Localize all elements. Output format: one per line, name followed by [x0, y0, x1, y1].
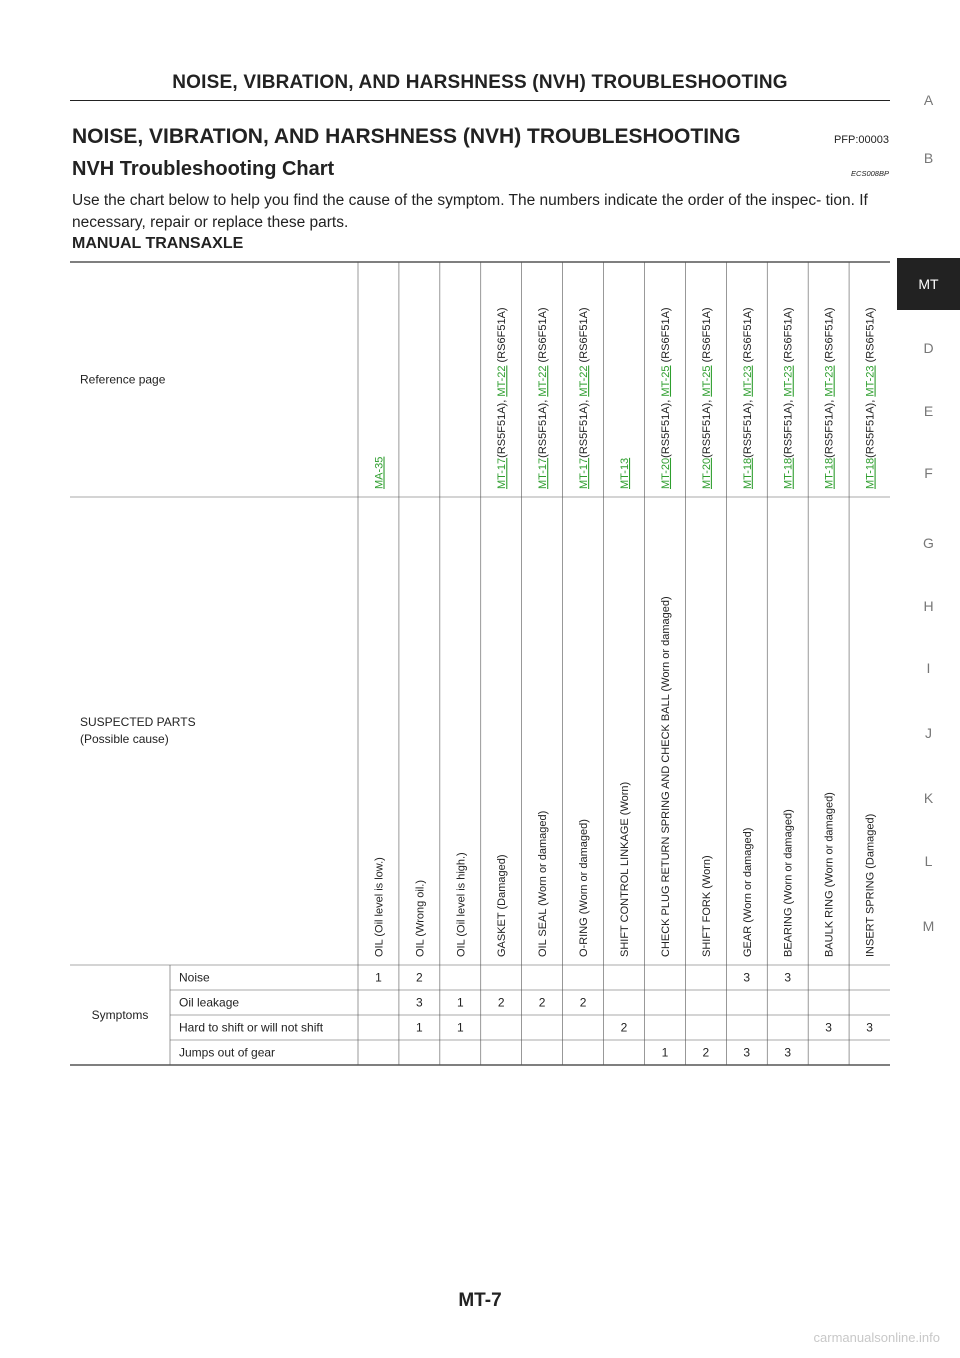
possible-cause-label: (Possible cause)	[80, 732, 169, 746]
inspection-order-value: 2	[702, 1045, 710, 1060]
reference-link[interactable]: MT-23	[741, 365, 754, 397]
reference-page-cell	[865, 307, 877, 489]
side-tab-k[interactable]: K	[923, 790, 934, 806]
suspected-part-header: GEAR (Worn or damaged)	[741, 827, 754, 957]
suspected-part-header: OIL (Wrong oil.)	[414, 879, 427, 957]
suspected-part-header: INSERT SPRING (Damaged)	[864, 813, 877, 957]
suspected-part-header: SHIFT FORK (Worn)	[700, 855, 713, 957]
suspected-part-header: GASKET (Damaged)	[496, 854, 509, 957]
inspection-order-value: 2	[416, 970, 423, 985]
suspected-part-header: O-RING (Worn or damaged)	[578, 819, 591, 957]
inspection-order-value: 2	[497, 995, 505, 1010]
reference-link[interactable]: MT-17	[496, 457, 509, 489]
reference-link[interactable]: MT-18	[823, 457, 836, 489]
reference-link[interactable]: MA-35	[373, 456, 386, 489]
inspection-order-value: 2	[538, 995, 546, 1010]
reference-text: (RS6F51A)	[496, 307, 509, 366]
inspection-order-value: 1	[456, 1020, 464, 1035]
suspected-part-header: OIL (Oil level is high.)	[455, 852, 468, 957]
reference-text: (RS5F51A),	[823, 396, 836, 458]
reference-text: (RS6F51A)	[864, 307, 877, 366]
reference-link[interactable]: MT-22	[496, 365, 509, 397]
symptom-name: Hard to shift or will not shift	[179, 1020, 324, 1035]
reference-link[interactable]: MT-23	[823, 365, 836, 397]
reference-text: (RS6F51A)	[823, 307, 836, 366]
side-tab-b[interactable]: B	[923, 150, 934, 166]
side-tab-g[interactable]: G	[923, 535, 934, 551]
inspection-order-value: 1	[456, 995, 464, 1010]
reference-text: (RS5F51A),	[537, 396, 550, 458]
suspected-part-header: SHIFT CONTROL LINKAGE (Worn)	[619, 781, 631, 957]
watermark: carmanualsonline.info	[813, 1330, 940, 1345]
reference-link[interactable]: MT-25	[700, 365, 713, 397]
suspected-part-header: BEARING (Worn or damaged)	[782, 809, 795, 957]
side-tab-m[interactable]: M	[922, 918, 935, 934]
reference-text: (RS5F51A),	[496, 396, 509, 458]
inspection-order-value: 2	[620, 1020, 628, 1035]
reference-page-cell	[701, 307, 713, 489]
inspection-order-value: 3	[784, 1045, 792, 1060]
side-tab-l[interactable]: L	[924, 853, 933, 869]
reference-text: (RS5F51A),	[578, 396, 591, 458]
reference-text: (RS6F51A)	[782, 307, 795, 366]
reference-link[interactable]: MT-23	[864, 365, 877, 397]
side-tab-a[interactable]: A	[923, 92, 934, 108]
reference-page-cell	[373, 457, 385, 489]
reference-link[interactable]: MT-18	[864, 457, 877, 489]
inspection-order-value: 3	[743, 1045, 751, 1060]
reference-link[interactable]: MT-23	[782, 365, 795, 397]
suspected-part-header: OIL SEAL (Worn or damaged)	[537, 810, 550, 957]
section-title: NOISE, VIBRATION, AND HARSHNESS (NVH) TROUBLESHOOTING	[72, 125, 741, 148]
reference-page-cell	[537, 307, 549, 489]
side-tab-mt[interactable]: MT	[897, 258, 960, 310]
section-code: PFP:00003	[833, 134, 889, 146]
inspection-order-value: 3	[416, 995, 423, 1010]
reference-link[interactable]: MT-13	[619, 457, 631, 489]
suspected-part-header: OIL (Oil level is low.)	[373, 857, 386, 957]
reference-text: (RS6F51A)	[578, 307, 591, 366]
suspected-part-header: CHECK PLUG RETURN SPRING AND CHECK BALL (Worn or damaged)	[659, 596, 672, 957]
reference-text: (RS5F51A),	[700, 396, 713, 458]
inspection-order-value: 1	[661, 1045, 669, 1060]
reference-page-cell	[619, 458, 631, 489]
side-tab-h[interactable]: H	[923, 598, 934, 614]
reference-link[interactable]: MT-18	[782, 457, 795, 489]
page-header: NOISE, VIBRATION, AND HARSHNESS (NVH) TROUBLESHOOTING	[172, 72, 788, 93]
suspected-parts-label: SUSPECTED PARTS	[80, 715, 196, 729]
sub-code: ECS008BP	[851, 169, 889, 178]
reference-link[interactable]: MT-20	[659, 457, 672, 489]
reference-page-cell	[783, 307, 795, 489]
reference-text: (RS6F51A)	[700, 307, 713, 366]
side-tab-i[interactable]: I	[926, 660, 931, 676]
reference-page-cell	[742, 307, 754, 489]
reference-page-label: Reference page	[80, 372, 166, 387]
reference-link[interactable]: MT-22	[537, 365, 550, 397]
reference-text: (RS6F51A)	[741, 307, 754, 366]
reference-link[interactable]: MT-17	[578, 457, 591, 489]
symptom-name: Oil leakage	[179, 995, 240, 1010]
page-number: MT-7	[458, 1290, 502, 1311]
reference-link[interactable]: MT-18	[741, 457, 754, 489]
inspection-order-value: 1	[416, 1020, 423, 1035]
reference-text: (RS6F51A)	[659, 307, 672, 366]
reference-page-cell	[824, 307, 836, 489]
sub-title: NVH Troubleshooting Chart	[72, 158, 335, 180]
side-tab-d[interactable]: D	[923, 340, 934, 356]
reference-text: (RS5F51A),	[659, 396, 672, 458]
inspection-order-value: 3	[784, 970, 792, 985]
reference-link[interactable]: MT-25	[659, 365, 672, 397]
reference-page-cell	[496, 307, 508, 489]
reference-text: (RS5F51A),	[741, 396, 754, 458]
reference-text: (RS5F51A),	[782, 396, 795, 458]
block-title: MANUAL TRANSAXLE	[72, 235, 244, 252]
inspection-order-value: 3	[825, 1020, 832, 1035]
intro-paragraph: Use the chart below to help you find the cause of the symptom. The numbers indicate the order of the inspec- tion. If necessary, repair or replace these parts.	[72, 192, 868, 231]
reference-link[interactable]: MT-22	[578, 365, 591, 397]
side-tab-e[interactable]: E	[923, 403, 934, 419]
inspection-order-value: 1	[375, 970, 382, 985]
reference-page-cell	[660, 307, 672, 489]
symptom-name: Jumps out of gear	[179, 1045, 276, 1060]
inspection-order-value: 2	[579, 995, 587, 1010]
reference-link[interactable]: MT-17	[537, 457, 550, 489]
reference-text: (RS6F51A)	[537, 307, 550, 366]
inspection-order-value: 3	[743, 970, 751, 985]
symptoms-label: Symptoms	[91, 1008, 149, 1022]
inspection-order-value: 3	[866, 1020, 873, 1035]
reference-page-cell	[578, 307, 590, 489]
side-tab-f[interactable]: F	[924, 465, 933, 481]
reference-link[interactable]: MT-20	[700, 457, 713, 489]
suspected-part-header: BAULK RING (Worn or damaged)	[823, 792, 836, 957]
reference-text: (RS5F51A),	[864, 396, 877, 458]
side-tab-j[interactable]: J	[925, 725, 932, 741]
symptom-name: Noise	[179, 970, 210, 985]
